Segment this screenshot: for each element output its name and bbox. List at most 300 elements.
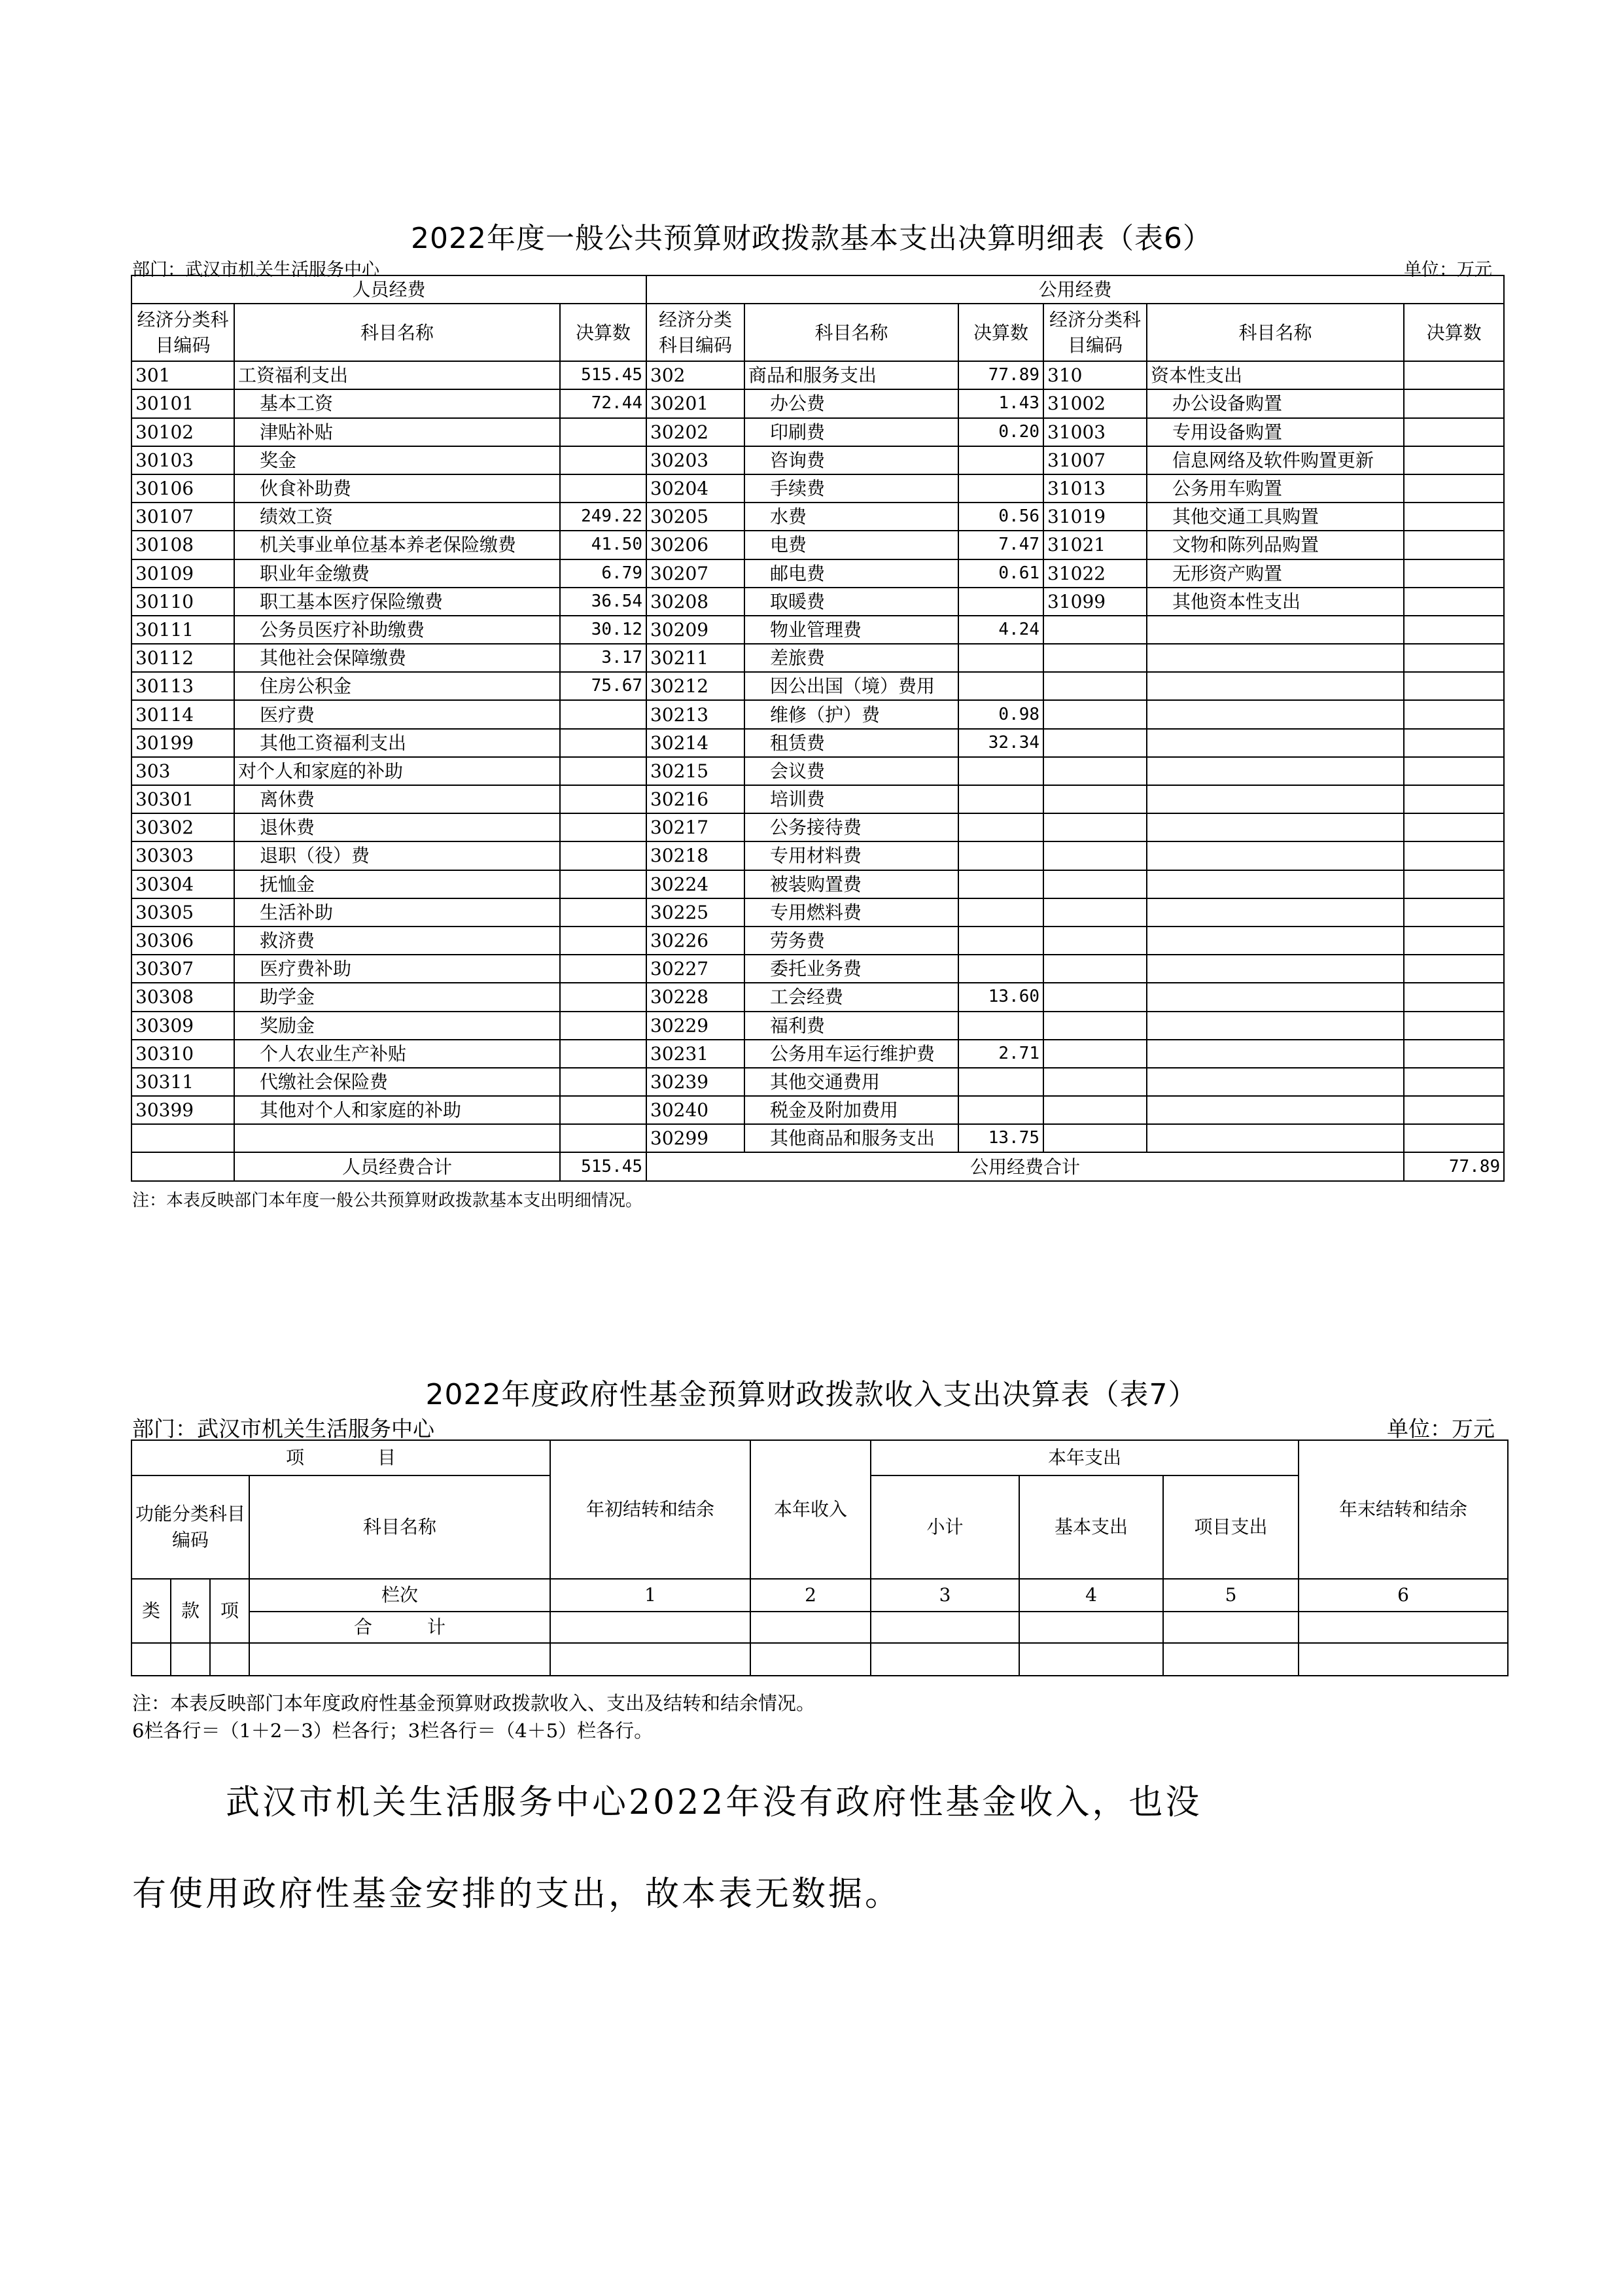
table6-cell-name [1147, 785, 1404, 813]
table6-cell-amount [958, 672, 1043, 700]
table6-cell-amount: 249.22 [560, 503, 646, 531]
table6-cell-code: 30311 [131, 1068, 234, 1096]
table6-row [131, 785, 1504, 813]
header-amount-3: 决算数 [1404, 304, 1504, 361]
table6-cell-code: 30308 [131, 983, 234, 1011]
table6-cell-name [1147, 870, 1404, 898]
table6-row [131, 898, 1504, 927]
table6-cell-code [1043, 927, 1147, 955]
table6-cell-code [1043, 813, 1147, 841]
table6-cell-amount [958, 644, 1043, 672]
table6-cell-name: 专用材料费 [744, 841, 958, 870]
table6-cell-amount: 77.89 [958, 361, 1043, 389]
table6-cell-amount: 1.43 [958, 389, 1043, 417]
table6-row [131, 644, 1504, 672]
table6-row [131, 531, 1504, 559]
table6-cell-amount [958, 1068, 1043, 1096]
table6-cell-name: 印刷费 [744, 418, 958, 446]
table6-cell-code: 30112 [131, 644, 234, 672]
header-col-label: 栏次 [249, 1579, 550, 1612]
table6-cell-amount [560, 757, 646, 785]
table6-cell-name: 伙食补助费 [234, 474, 560, 503]
table6-cell-name: 对个人和家庭的补助 [234, 757, 560, 785]
table6-row [131, 983, 1504, 1011]
table6-cell-amount [1404, 1124, 1504, 1152]
table6-cell-name: 公务接待费 [744, 813, 958, 841]
table6-cell-code [1043, 616, 1147, 644]
table6-cell-name [1147, 813, 1404, 841]
col-num-5: 5 [1163, 1579, 1299, 1612]
table6-cell-amount [958, 757, 1043, 785]
table6-cell-code: 302 [646, 361, 744, 389]
table6-cell-code [1043, 672, 1147, 700]
table6-cell-code [1043, 785, 1147, 813]
table6-cell-name: 无形资产购置 [1147, 559, 1404, 588]
table6-cell-code [1043, 1040, 1147, 1068]
table6-cell-name: 救济费 [234, 927, 560, 955]
table6-cell-name: 劳务费 [744, 927, 958, 955]
table6-cell-code: 30310 [131, 1040, 234, 1068]
table6-cell-amount: 0.56 [958, 503, 1043, 531]
table7-notes [132, 1689, 815, 1744]
table6-cell-code: 30111 [131, 616, 234, 644]
table6-cell-name: 专用设备购置 [1147, 418, 1404, 446]
table6-cell-name: 邮电费 [744, 559, 958, 588]
table6-cell-amount [1404, 898, 1504, 927]
table6-cell-code: 30231 [646, 1040, 744, 1068]
table6-cell-amount [560, 1124, 646, 1152]
table6-cell-name: 其他交通工具购置 [1147, 503, 1404, 531]
table6-cell-amount [958, 1012, 1043, 1040]
table6-cell-code: 30114 [131, 700, 234, 728]
table6-cell-name: 其他商品和服务支出 [744, 1124, 958, 1152]
table6-cell-amount [1404, 389, 1504, 417]
table6-cell-name: 工会经费 [744, 983, 958, 1011]
table6-row [131, 361, 1504, 389]
table6-cell-amount: 75.67 [560, 672, 646, 700]
paragraph-line-1: 武汉市机关生活服务中心2022年没有政府性基金收入，也没 [226, 1783, 1202, 1822]
header-project: 项目支出 [1163, 1475, 1299, 1579]
header-lei: 类 [131, 1579, 171, 1643]
table6-cell-name: 办公设备购置 [1147, 389, 1404, 417]
table7-title: 2022年度政府性基金预算财政拨款收入支出决算表（表7） [425, 1378, 1198, 1411]
table6-cell-code [1043, 955, 1147, 983]
table6-cell-name: 专用燃料费 [744, 898, 958, 927]
table6-row [131, 927, 1504, 955]
table6-cell-amount: 2.71 [958, 1040, 1043, 1068]
table6-cell-name: 被装购置费 [744, 870, 958, 898]
table6-cell-code: 301 [131, 361, 234, 389]
table6-cell-code: 30110 [131, 588, 234, 616]
table6-cell-code: 31003 [1043, 418, 1147, 446]
table6-cell-amount [1404, 1096, 1504, 1124]
table6-cell-code: 30302 [131, 813, 234, 841]
table6-cell-name: 工资福利支出 [234, 361, 560, 389]
table6-cell-amount [560, 729, 646, 757]
table6-cell-amount: 0.20 [958, 418, 1043, 446]
table6-unit: 单位：万元 [1404, 260, 1492, 280]
table6-cell-code [1043, 1124, 1147, 1152]
group-public: 公用经费 [646, 275, 1504, 304]
table6-cell-code: 30206 [646, 531, 744, 559]
table6-cell-code: 30304 [131, 870, 234, 898]
table6-cell-name [1147, 1096, 1404, 1124]
table6-cell-name [1147, 616, 1404, 644]
table6-row [131, 672, 1504, 700]
header-name-2: 科目名称 [744, 304, 958, 361]
table6-cell-name [1147, 1124, 1404, 1152]
table6-cell-name [234, 1124, 560, 1152]
table7-empty-row [131, 1643, 1508, 1676]
table6-cell-amount [1404, 531, 1504, 559]
table6-cell-code: 30301 [131, 785, 234, 813]
table6-row [131, 1068, 1504, 1096]
table6-cell-amount: 4.24 [958, 616, 1043, 644]
table6-cell-code: 31013 [1043, 474, 1147, 503]
table6-cell-name: 福利费 [744, 1012, 958, 1040]
header-item: 项 目 [131, 1440, 550, 1475]
table6-cell-name [1147, 955, 1404, 983]
table6-row [131, 503, 1504, 531]
table6-cell-code: 30103 [131, 446, 234, 474]
table6-cell-code: 30239 [646, 1068, 744, 1096]
table6-row [131, 813, 1504, 841]
table6-cell-amount [1404, 841, 1504, 870]
table6-cell-name: 住房公积金 [234, 672, 560, 700]
col-num-6: 6 [1299, 1579, 1508, 1612]
table6-cell-amount [958, 1096, 1043, 1124]
table6-cell-name: 电费 [744, 531, 958, 559]
table6-cell-amount: 515.45 [560, 361, 646, 389]
table6-cell-amount [1404, 503, 1504, 531]
table6-cell-name: 租赁费 [744, 729, 958, 757]
table6-cell-amount [1404, 672, 1504, 700]
group-personnel: 人员经费 [131, 275, 646, 304]
table6-row [131, 389, 1504, 417]
table6-cell-code: 31002 [1043, 389, 1147, 417]
table6-cell-name [1147, 757, 1404, 785]
table6-cell-name: 办公费 [744, 389, 958, 417]
table6-cell-amount [560, 1040, 646, 1068]
total-personnel-value: 515.45 [560, 1152, 646, 1180]
table6-cell-name: 退职（役）费 [234, 841, 560, 870]
table6-cell-code: 310 [1043, 361, 1147, 389]
header-code-3: 经济分类科目编码 [1043, 304, 1147, 361]
table6-cell-name: 取暖费 [744, 588, 958, 616]
table6-cell-amount [560, 927, 646, 955]
table7 [131, 1439, 1509, 1676]
table6-cell-name: 公务员医疗补助缴费 [234, 616, 560, 644]
table6-cell-amount [560, 1096, 646, 1124]
table6-cell-code: 30215 [646, 757, 744, 785]
table6-cell-code: 31019 [1043, 503, 1147, 531]
col-num-4: 4 [1019, 1579, 1163, 1612]
paragraph-line-2: 有使用政府性基金安排的支出，故本表无数据。 [132, 1875, 902, 1914]
table6-cell-code: 30229 [646, 1012, 744, 1040]
table6-cell-amount: 30.12 [560, 616, 646, 644]
table6-row [131, 700, 1504, 728]
table6-cell-name: 医疗费 [234, 700, 560, 728]
table6-cell-code: 30201 [646, 389, 744, 417]
table6-cell-code: 30399 [131, 1096, 234, 1124]
header-subtotal: 小计 [871, 1475, 1019, 1579]
table6-cell-name [1147, 644, 1404, 672]
table6-cell-code: 30107 [131, 503, 234, 531]
table6-cell-name: 其他交通费用 [744, 1068, 958, 1096]
col-num-1: 1 [550, 1579, 750, 1612]
table6-cell-code: 30305 [131, 898, 234, 927]
table6-cell-name: 其他对个人和家庭的补助 [234, 1096, 560, 1124]
table6-cell-name: 公务用车购置 [1147, 474, 1404, 503]
table6-cell-code: 30208 [646, 588, 744, 616]
table6-cell-code [1043, 1096, 1147, 1124]
table6-cell-name: 助学金 [234, 983, 560, 1011]
table6-cell-amount: 36.54 [560, 588, 646, 616]
header-kuan: 款 [171, 1579, 210, 1643]
total-public-label: 公用经费合计 [646, 1152, 1404, 1180]
table6-cell-code: 31007 [1043, 446, 1147, 474]
table6-cell-code: 30225 [646, 898, 744, 927]
table6-cell-name: 文物和陈列品购置 [1147, 531, 1404, 559]
table6-cell-code: 30109 [131, 559, 234, 588]
table6-cell-name: 职工基本医疗保险缴费 [234, 588, 560, 616]
table6-row [131, 446, 1504, 474]
table6-cell-code: 30213 [646, 700, 744, 728]
table6-cell-name: 税金及附加费用 [744, 1096, 958, 1124]
table6-cell-code: 30299 [646, 1124, 744, 1152]
table6-total-row [131, 1152, 1504, 1180]
header-amount-2: 决算数 [958, 304, 1043, 361]
table6-cell-amount [560, 700, 646, 728]
table6-cell-amount [1404, 474, 1504, 503]
table6-cell-code: 30226 [646, 927, 744, 955]
table6-cell-name: 退休费 [234, 813, 560, 841]
table6-cell-code: 30106 [131, 474, 234, 503]
table6-cell-code: 30303 [131, 841, 234, 870]
table6-cell-name [1147, 1068, 1404, 1096]
table6-cell-amount [958, 955, 1043, 983]
table7-note-1: 注：本表反映部门本年度政府性基金预算财政拨款收入、支出及结转和结余情况。 [132, 1692, 816, 1714]
table6-cell-name: 差旅费 [744, 644, 958, 672]
table6-cell-amount [560, 1068, 646, 1096]
table6-cell-name [1147, 1012, 1404, 1040]
table6-cell-code: 30209 [646, 616, 744, 644]
table6-cell-amount [958, 813, 1043, 841]
table6-cell-code [1043, 1012, 1147, 1040]
table6-row [131, 616, 1504, 644]
table6-cell-amount [1404, 644, 1504, 672]
header-begin-balance: 年初结转和结余 [550, 1440, 750, 1579]
table6-cell-code: 30204 [646, 474, 744, 503]
table6-row [131, 757, 1504, 785]
table6-cell-amount: 72.44 [560, 389, 646, 417]
table6-title: 2022年度一般公共预算财政拨款基本支出决算明细表（表6） [411, 222, 1212, 255]
table6-row [131, 955, 1504, 983]
table6-row [131, 729, 1504, 757]
table6-cell-amount [1404, 616, 1504, 644]
table6-cell-amount: 6.79 [560, 559, 646, 588]
table6-cell-code: 31021 [1043, 531, 1147, 559]
table6-cell-name: 其他社会保障缴费 [234, 644, 560, 672]
table6-row [131, 588, 1504, 616]
table6-cell-amount [560, 474, 646, 503]
table6-cell-name: 离休费 [234, 785, 560, 813]
table6-cell-name: 生活补助 [234, 898, 560, 927]
col-num-2: 2 [750, 1579, 871, 1612]
table6-cell-name: 奖励金 [234, 1012, 560, 1040]
table6-cell-name: 奖金 [234, 446, 560, 474]
table6-cell-amount [1404, 785, 1504, 813]
header-name: 科目名称 [249, 1475, 550, 1579]
table6-cell-name: 其他工资福利支出 [234, 729, 560, 757]
table6-cell-code: 30113 [131, 672, 234, 700]
table6-cell-amount [958, 474, 1043, 503]
table6-cell-name [1147, 672, 1404, 700]
table6-cell-amount [1404, 729, 1504, 757]
header-code-1: 经济分类科目编码 [131, 304, 234, 361]
table6-column-header [131, 304, 1504, 361]
table6-cell-code: 30218 [646, 841, 744, 870]
table6-cell-code: 30108 [131, 531, 234, 559]
table6-cell-code: 30203 [646, 446, 744, 474]
table6-cell-amount [560, 813, 646, 841]
table6-cell-amount [560, 418, 646, 446]
table6-cell-name: 医疗费补助 [234, 955, 560, 983]
table6-cell-code: 30212 [646, 672, 744, 700]
table6-cell-amount [560, 898, 646, 927]
header-xiang: 项 [210, 1579, 249, 1643]
table6-cell-name [1147, 983, 1404, 1011]
table6-cell-name: 基本工资 [234, 389, 560, 417]
table6-cell-name: 物业管理费 [744, 616, 958, 644]
table6-cell-name: 培训费 [744, 785, 958, 813]
table6-cell-name: 委托业务费 [744, 955, 958, 983]
table6-cell-code: 30309 [131, 1012, 234, 1040]
table6-cell-name: 代缴社会保险费 [234, 1068, 560, 1096]
table6-cell-name [1147, 841, 1404, 870]
table6-cell-code: 30207 [646, 559, 744, 588]
table6-cell-name [1147, 1040, 1404, 1068]
table6-cell-code: 30211 [646, 644, 744, 672]
table6-cell-amount [1404, 870, 1504, 898]
table6-cell-code [1043, 983, 1147, 1011]
table7-note-2: 6栏各行＝（1＋2－3）栏各行；3栏各行＝（4＋5）栏各行。 [132, 1720, 654, 1742]
table6-cell-amount: 13.60 [958, 983, 1043, 1011]
table6-cell-code: 30205 [646, 503, 744, 531]
table6-cell-name [1147, 700, 1404, 728]
table6-cell-code [1043, 898, 1147, 927]
table6-cell-amount [958, 870, 1043, 898]
table6-cell-amount [560, 785, 646, 813]
table7-unit: 单位：万元 [1387, 1416, 1495, 1441]
table6-cell-code: 303 [131, 757, 234, 785]
table6-cell-name: 抚恤金 [234, 870, 560, 898]
table6-cell-code [1043, 870, 1147, 898]
table6-cell-amount [560, 870, 646, 898]
table6-cell-code: 30214 [646, 729, 744, 757]
table6-cell-code: 30228 [646, 983, 744, 1011]
table6-cell-code: 30217 [646, 813, 744, 841]
table6-cell-amount [1404, 757, 1504, 785]
table6-cell-name: 公务用车运行维护费 [744, 1040, 958, 1068]
table6-cell-amount [1404, 418, 1504, 446]
table6-cell-name: 水费 [744, 503, 958, 531]
table6-cell-amount: 0.98 [958, 700, 1043, 728]
table6-row [131, 1012, 1504, 1040]
table6-cell-code: 30224 [646, 870, 744, 898]
table6-cell-name: 手续费 [744, 474, 958, 503]
col-num-3: 3 [871, 1579, 1019, 1612]
table6-row [131, 1124, 1504, 1152]
table6-cell-name: 职业年金缴费 [234, 559, 560, 588]
table6-cell-name: 绩效工资 [234, 503, 560, 531]
header-name-3: 科目名称 [1147, 304, 1404, 361]
table6-cell-amount [560, 955, 646, 983]
header-name-1: 科目名称 [234, 304, 560, 361]
table6-cell-name: 信息网络及软件购置更新 [1147, 446, 1404, 474]
table6-cell-code: 31022 [1043, 559, 1147, 588]
table6-cell-code [1043, 841, 1147, 870]
table6-row [131, 841, 1504, 870]
table6-cell-amount [958, 785, 1043, 813]
table6-cell-name: 津贴补贴 [234, 418, 560, 446]
table6-cell-amount [1404, 700, 1504, 728]
total-label: 合 计 [249, 1612, 550, 1643]
table7-dept: 部门：武汉市机关生活服务中心 [132, 1416, 434, 1441]
table6-cell-amount [560, 983, 646, 1011]
table6-cell-code: 30101 [131, 389, 234, 417]
table6-cell-amount: 0.61 [958, 559, 1043, 588]
table6-cell-amount [1404, 361, 1504, 389]
table6-cell-amount: 32.34 [958, 729, 1043, 757]
table6-cell-name: 因公出国（境）费用 [744, 672, 958, 700]
table6-cell-amount [958, 841, 1043, 870]
table6-cell-name [1147, 927, 1404, 955]
header-income: 本年收入 [750, 1440, 871, 1579]
table6-cell-name: 资本性支出 [1147, 361, 1404, 389]
table6 [131, 275, 1505, 1182]
table6-cell-code: 30202 [646, 418, 744, 446]
table6-cell-code: 30102 [131, 418, 234, 446]
table6-note: 注：本表反映部门本年度一般公共预算财政拨款基本支出明细情况。 [132, 1191, 643, 1210]
table6-group-header [131, 275, 1504, 304]
table6-row [131, 1040, 1504, 1068]
table6-cell-amount [1404, 955, 1504, 983]
header-end-balance: 年末结转和结余 [1299, 1440, 1508, 1579]
table6-cell-amount: 3.17 [560, 644, 646, 672]
table6-cell-amount [1404, 813, 1504, 841]
table6-cell-amount [1404, 1040, 1504, 1068]
table6-cell-code [1043, 729, 1147, 757]
header-expense: 本年支出 [871, 1440, 1299, 1475]
table6-cell-code [131, 1124, 234, 1152]
table6-dept: 部门：武汉市机关生活服务中心 [132, 260, 379, 280]
table6-cell-amount [958, 588, 1043, 616]
table6-cell-amount [560, 1012, 646, 1040]
table6-cell-amount: 13.75 [958, 1124, 1043, 1152]
table6-cell-amount [1404, 446, 1504, 474]
table6-cell-code: 30199 [131, 729, 234, 757]
table6-cell-code: 31099 [1043, 588, 1147, 616]
table6-cell-amount [560, 446, 646, 474]
table6-cell-name: 会议费 [744, 757, 958, 785]
table6-row [131, 474, 1504, 503]
table6-row [131, 418, 1504, 446]
table6-cell-amount [958, 446, 1043, 474]
table6-cell-name: 其他资本性支出 [1147, 588, 1404, 616]
total-personnel-label: 人员经费合计 [234, 1152, 560, 1180]
table6-row [131, 870, 1504, 898]
